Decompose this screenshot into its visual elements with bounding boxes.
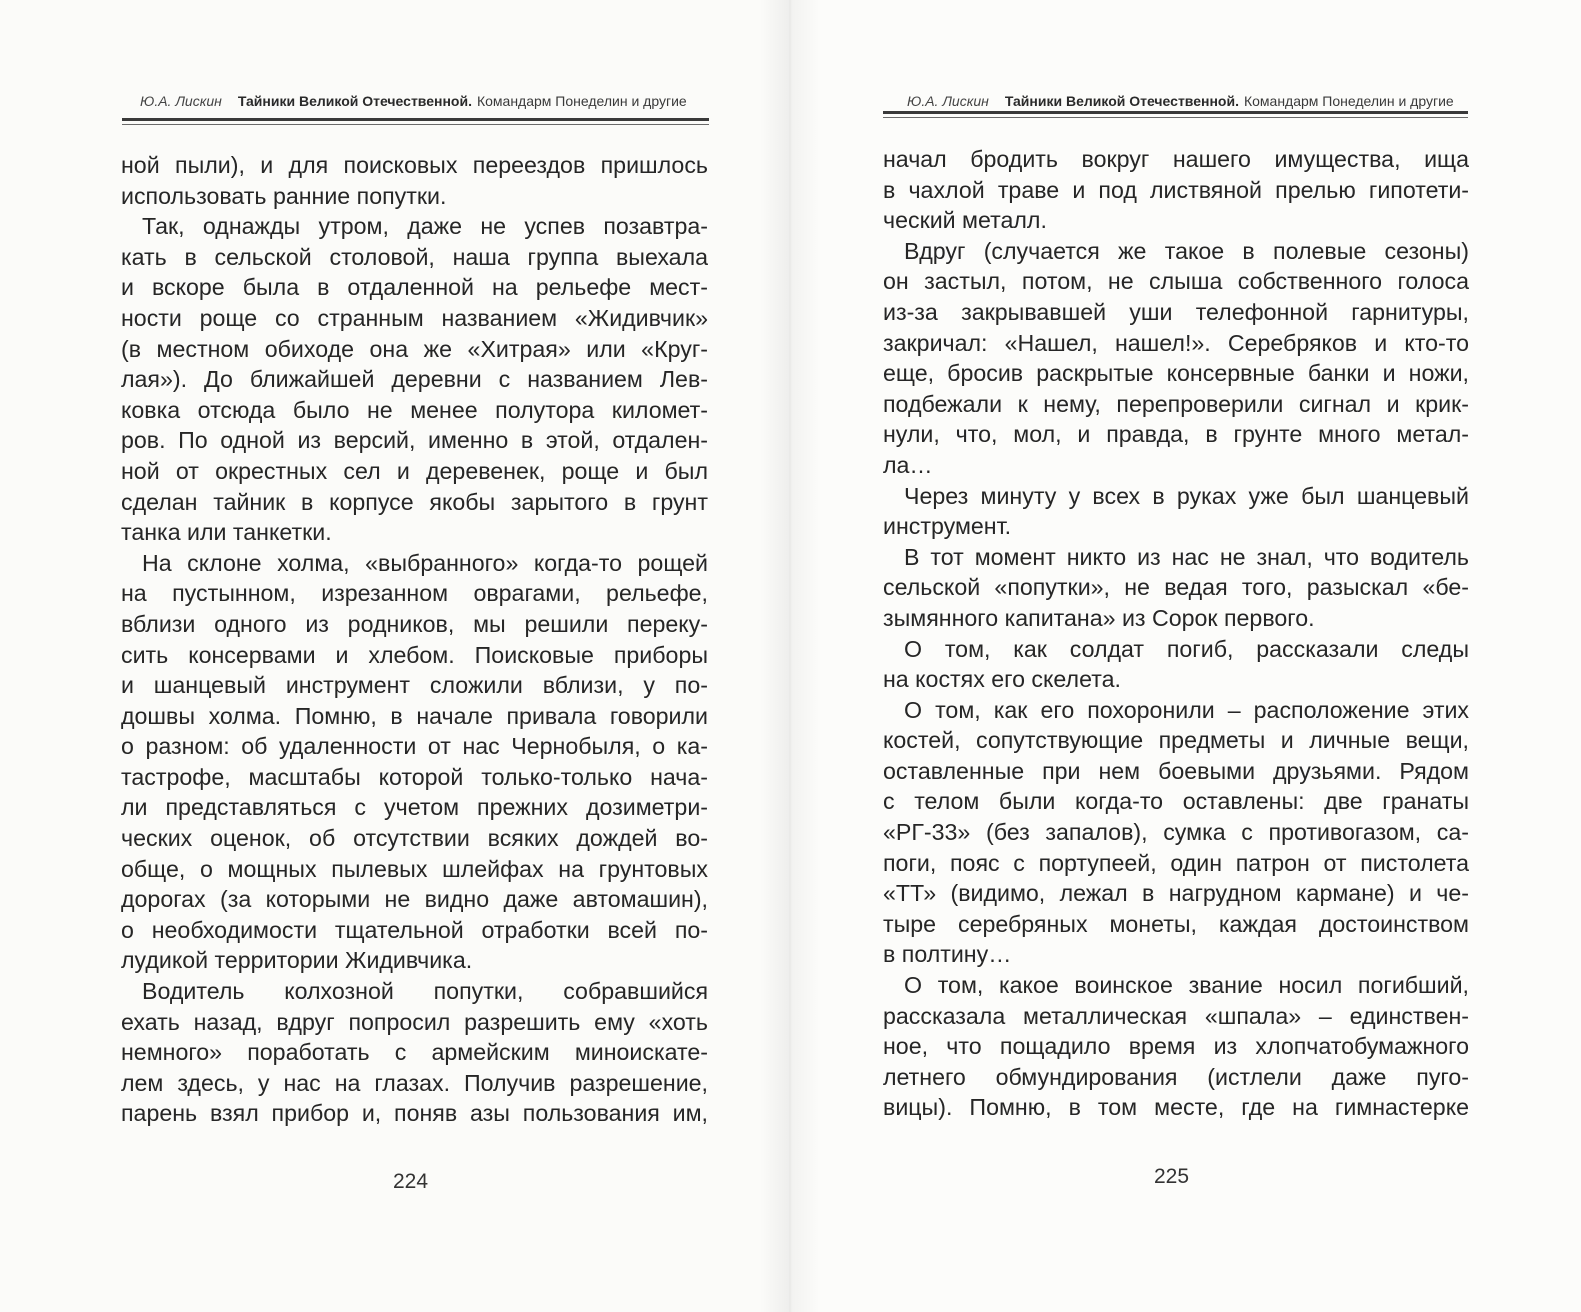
body-text: [883, 144, 1469, 1123]
text-line: Через минуту у всех в руках уже был шанцевый: [904, 482, 1469, 509]
body-text: [121, 150, 708, 1129]
text-line: ной от окрестных сел и деревенек, роще и был: [121, 457, 708, 484]
text-line: лудикой территории Жидивчика.: [121, 947, 473, 974]
text-line: использовать ранние попутки.: [121, 182, 447, 209]
text-line: Водитель колхозной попутки, собравшийся: [142, 978, 708, 1005]
text-line: о необходимости тщательной отработки всей по-: [121, 916, 708, 943]
text-line: сить консервами и хлебом. Поисковые приборы: [121, 641, 708, 668]
text-line: и шанцевый инструмент сложили вблизи, у по-: [121, 672, 708, 699]
text-line: дошвы холма. Помню, в начале привала говорили: [121, 702, 708, 729]
text-line: о разном: об удаленности от нас Чернобыля, о ка-: [121, 733, 708, 760]
text-line: в полтину…: [883, 941, 1012, 968]
text-line: ности роще со странным названием «Жидивчик»: [121, 304, 708, 331]
text-line: В тот момент никто из нас не знал, что водитель: [904, 543, 1469, 570]
book-gutter-shadow: [760, 0, 820, 1312]
header-author: Ю.А. Лискин: [140, 93, 222, 109]
text-line: вицы). Помню, в том месте, где на гимнастерке: [883, 1094, 1469, 1121]
right-page: [790, 0, 1581, 1312]
header-rule-thin: [122, 124, 709, 125]
text-line: закричал: «Нашел, нашел!». Серебряков и кто-то: [883, 329, 1469, 356]
text-line: зымянного капитана» из Сорок первого.: [883, 604, 1315, 631]
text-line: летнего обмундирования (истлели даже пуго-: [883, 1063, 1469, 1090]
text-line: ной пыли), и для поисковых переездов пришлось: [121, 152, 708, 178]
text-line: вблизи одного из родников, мы решили переку-: [121, 610, 708, 637]
text-line: еще, бросив раскрытые консервные банки и ножи,: [883, 360, 1469, 387]
text-line: «РГ-33» (без запалов), сумка с противогазом, са-: [883, 819, 1469, 846]
text-line: подбежали к нему, перепроверили сигнал и крик-: [883, 390, 1469, 417]
text-line: «ТТ» (видимо, лежал в нагрудном кармане) и че-: [883, 880, 1469, 907]
text-line: кать в сельской столовой, наша группа выехала: [121, 243, 708, 270]
text-line: ли представляться с учетом прежних дозиметри-: [121, 794, 708, 821]
text-line: костей, сопутствующие предметы и личные вещи,: [883, 727, 1469, 754]
text-line: О том, как его похоронили – расположение этих: [904, 696, 1469, 723]
page-number: 224: [393, 1170, 429, 1193]
header-rule-thin: [883, 117, 1468, 118]
text-line: тыре серебряных монеты, каждая достоинством: [883, 910, 1469, 937]
page-number: 225: [1154, 1165, 1190, 1188]
text-line: и вскоре была в отдаленной на рельефе мест-: [121, 274, 708, 301]
text-line: тастрофе, масштабы которой только-только нача-: [121, 763, 708, 790]
text-line: инструмент.: [883, 513, 1012, 540]
header-rule-thick: [122, 118, 709, 121]
text-line: на пустынном, изрезанном оврагами, рельефе,: [121, 580, 708, 607]
text-line: (в местном обиходе она же «Хитрая» или «Круг-: [121, 335, 708, 362]
header-title-bold: Тайники Великой Отечественной.: [237, 93, 472, 109]
text-line: танка или танкетки.: [121, 519, 332, 546]
text-line: ров. По одной из версий, именно в этой, отдален-: [121, 427, 708, 454]
text-line: дорогах (за которыми не видно даже автомашин),: [121, 886, 708, 913]
text-line: рассказала металлическая «шпала» – единствен-: [883, 1002, 1469, 1029]
text-line: с телом были когда-то оставлены: две гранаты: [883, 788, 1469, 815]
text-line: он застыл, потом, не слыша собственного голоса: [883, 268, 1469, 295]
text-line: на костях его скелета.: [883, 666, 1121, 693]
text-line: обще, о мощных пылевых шлейфах на грунтовых: [121, 855, 708, 882]
text-line: ное, что пощадило время из хлопчатобумажного: [883, 1033, 1469, 1060]
text-line: оставленные при нем боевыми друзьями. Рядом: [883, 757, 1469, 784]
text-line: Вдруг (случается же такое в полевые сезоны): [904, 237, 1469, 264]
text-line: нули, что, мол, и правда, в грунте много метал-: [883, 421, 1469, 448]
text-line: На склоне холма, «выбранного» когда-то рощей: [142, 549, 708, 576]
text-line: парень взял прибор и, поняв азы пользования им,: [121, 1100, 708, 1127]
header-title-rest: Командарм Понеделин и другие: [476, 93, 687, 109]
text-line: ческих оценок, об отсутствии всяких дождей во-: [121, 825, 708, 852]
text-line: Так, однажды утром, даже не успев позавтра-: [142, 213, 708, 240]
header-title-rest: Командарм Понеделин и другие: [1243, 93, 1454, 109]
header-author: Ю.А. Лискин: [907, 93, 989, 109]
text-line: из-за закрывавшей уши телефонной гарнитуры,: [883, 298, 1469, 325]
text-line: сделан тайник в корпусе якобы зарытого в грунт: [121, 488, 708, 515]
text-line: начал бродить вокруг нашего имущества, ища: [883, 146, 1469, 172]
text-line: ческий металл.: [883, 207, 1047, 234]
text-line: О том, как солдат погиб, рассказали следы: [904, 635, 1469, 662]
text-line: ла…: [883, 451, 933, 478]
left-page: [0, 0, 790, 1312]
text-line: сельской «попутки», не ведая того, разыскал «бе-: [883, 574, 1469, 601]
text-line: лем здесь, у нас на глазах. Получив разрешение,: [121, 1069, 708, 1096]
text-line: в чахлой траве и под листвяной прелью гипотети-: [883, 176, 1469, 203]
text-line: лая»). До ближайшей деревни с названием Лев-: [121, 366, 708, 393]
text-line: ехать назад, вдруг попросил разрешить ему «хоть: [121, 1008, 708, 1035]
text-line: поги, пояс с портупеей, один патрон от пистолета: [883, 849, 1469, 876]
text-line: немного» поработать с армейским миноискате-: [121, 1039, 708, 1066]
header-rule-thick: [883, 111, 1468, 114]
header-title-bold: Тайники Великой Отечественной.: [1004, 93, 1239, 109]
running-header: [140, 93, 687, 115]
text-line: ковка отсюда было не менее полутора километ-: [121, 396, 708, 423]
text-line: О том, какое воинское звание носил погибший,: [904, 972, 1469, 999]
